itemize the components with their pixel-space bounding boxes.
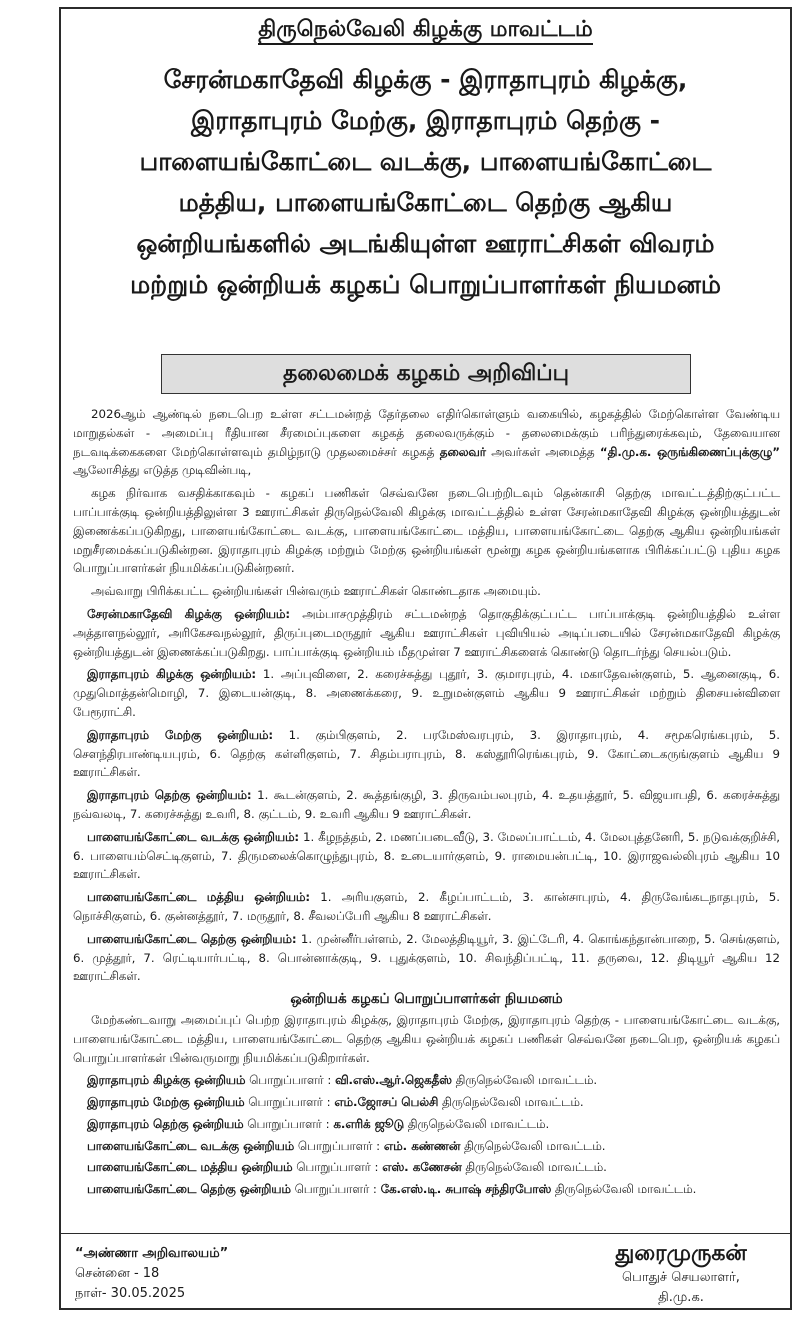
signature-block: [586, 1240, 776, 1308]
headline-line: மத்திய, பாளையங்கோட்டை தெற்கு ஆகிய: [178, 188, 673, 217]
notice-frame: [59, 7, 792, 1310]
headline-line: மற்றும் ஒன்றியக் கழகப் பொறுப்பாளர்கள் நியமனம்: [130, 270, 721, 299]
intro-paragraph: அவ்வாறு பிரிக்கபட்ட ஒன்றியங்கள் பின்வரும் ஊராட்சிகள் கொண்டதாக அமையும்.: [91, 584, 541, 599]
district-title: திருநெல்வேலி கிழக்கு மாவட்டம்: [61, 17, 790, 45]
appointments-title: ஒன்றியக் கழகப் பொறுப்பாளர்கள் நியமனம்: [290, 991, 563, 1008]
signatory-party: தி.மு.க.: [658, 1290, 704, 1305]
union-entry: பாளையங்கோட்டை வடக்கு ஒன்றியம்: 1. கீழநத்தம், 2. மணப்படைவீடு, 3. மேலப்பாட்டம், 4. மேலபுத்தனேரி, 5. நடுவக்குறிச்சி, 6. பாளையம்செட்டிகுளம், 7. திருமலைக்கொழுந்துபுரம், 8. உடையார்குளம், 9. ராமையன்பட்டி, 10. இராஜவல்லிபுரம் ஆகிய 10 ஊராட்சிகள்.: [73, 829, 780, 882]
appointments-intro: மேற்கண்டவாறு அமைப்புப் பெற்ற இராதாபுரம் கிழக்கு, இராதாபுரம் மேற்கு, இராதாபுரம் தெற்கு - பாளையங்கோட்டை வடக்கு, பாளையங்கோட்டை மத்திய, பாளையங்கோட்டை தெற்கு ஆகிய ஒன்றியக் கழகப் பணிகள் செவ்வனே நடைபெற, ஒன்றியக் கழகப் பொறுப்பாளர்கள் பின்வருமாறு நியமிக்கப்படுகிறார்கள்.: [73, 1012, 780, 1065]
headline-line: சேரன்மகாதேவி கிழக்கு - இராதாபுரம் கிழக்கு,: [163, 65, 688, 94]
headline-line: பாளையங்கோட்டை வடக்கு, பாளையங்கோட்டை: [139, 147, 712, 176]
footer-place: “அண்ணா அறிவாலயம்”: [75, 1246, 229, 1261]
signatory-designation: பொதுச் செயலாளர்,: [622, 1270, 740, 1285]
footer-divider: [61, 1233, 790, 1234]
union-entry: பாளையங்கோட்டை மத்திய ஒன்றியம்: 1. அரியகுளம், 2. கீழப்பாட்டம், 3. கான்சாபுரம், 4. திருவேங்கடநாதபுரம், 5. நொச்சிகுளம், 6. குன்னத்தூர், 7. மருதூர், 8. சீவலப்பேரி ஆகிய 8 ஊராட்சிகள்.: [73, 890, 780, 923]
union-entry: இராதாபுரம் கிழக்கு ஒன்றியம்: 1. அப்புவிளை, 2. கரைச்சுத்து புதூர், 3. குமாரபுரம், 4. மகாதேவன்குளம், 5. ஆனைகுடி, 6. முதுமொத்தன்மொழி, 7. இடையன்குடி, 8. அணைக்கரை, 9. உறுமன்குளம் ஆகிய 9 ஊராட்சிகள் மற்றும் திசையன்விளை பேரூராட்சி.: [73, 667, 781, 719]
notice-body: [73, 405, 780, 1202]
appointment-entry: இராதாபுரம் தெற்கு ஒன்றியம் பொறுப்பாளர் : க.எரிக் ஜூடு திருநெல்வேலி மாவட்டம்.: [87, 1116, 550, 1131]
footer-date: நாள்- 30.05.2025: [75, 1286, 186, 1301]
union-entry: இராதாபுரம் மேற்கு ஒன்றியம்: 1. கும்பிகுளம், 2. பரமேஸ்வரபுரம், 3. இராதாபுரம், 4. சமூகரெங்கபுரம், 5. சௌந்திரபாண்டியபுரம், 6. தெற்கு கள்ளிகுளம், 7. சிதம்பராபுரம், 8. கஸ்தூரிரெங்கபுரம், 9. கோட்டைகருங்குளம் ஆகிய 9 ஊராட்சிகள்.: [73, 727, 780, 780]
headline-line: ஒன்றியங்களில் அடங்கியுள்ள ஊராட்சிகள் விவரம்: [136, 229, 715, 258]
appointment-entry: இராதாபுரம் மேற்கு ஒன்றியம் பொறுப்பாளர் : எம்.ஜோசப் பெல்சி திருநெல்வேலி மாவட்டம்.: [87, 1095, 584, 1110]
headline-line: இராதாபுரம் மேற்கு, இராதாபுரம் தெற்கு -: [190, 106, 661, 135]
appointment-entry: பாளையங்கோட்டை தெற்கு ஒன்றியம் பொறுப்பாளர் : கே.எஸ்.டி. சுபாஷ் சந்திரபோஸ் திருநெல்வேலி மாவட்டம்.: [87, 1182, 697, 1197]
union-entry: சேரன்மகாதேவி கிழக்கு ஒன்றியம்: அம்பாசமுத்திரம் சட்டமன்றத் தொகுதிக்குட்பட்ட பாப்பாக்குடி ஒன்றியத்தில் உள்ள அத்தாளநல்லூர், அரிகேசவநல்லூர், திருப்புடைமருதூர் ஆகிய ஊராட்சிகள் புவியியல் அடிப்படையில் சேரன்மகாதேவி கிழக்கு ஒன்றியத்துடன் இணைக்கப்படுகிறது. பாப்பாக்குடி ஒன்றியம் மீதமுள்ள 7 ஊராட்சிகளைக் கொண்டு தொடர்ந்து செயல்படும்.: [73, 606, 780, 659]
signatory-name: துரைமுருகன்: [615, 1241, 747, 1266]
intro-paragraph: 2026ஆம் ஆண்டில் நடைபெற உள்ள சட்டமன்றத் தேர்தலை எதிர்கொள்ளும் வகையில், கழகத்தில் மேற்கொள்ள வேண்டிய மாறுதல்கள் - அமைப்பு ரீதியான சீரமைப்புகளை கழகத் தலைவருக்கும் - தலைமைக்கும் பரிந்துரைக்கவும், தேவையான நடவடிக்கைகளை மேற்கொள்ளவும் தமிழ்நாடு முதலமைச்சர் கழகத் தலைவர் அவர்கள் அமைத்த “தி.மு.க. ஒருங்கிணைப்புக்குழு” ஆலோசித்து எடுத்த முடிவின்படி,: [73, 407, 781, 478]
footer-place-date: [75, 1244, 228, 1304]
appointment-entry: பாளையங்கோட்டை வடக்கு ஒன்றியம் பொறுப்பாளர் : எம். கண்ணன் திருநெல்வேலி மாவட்டம்.: [87, 1138, 606, 1153]
headline: [75, 59, 776, 305]
hq-announcement-box: தலைமைக் கழகம் அறிவிப்பு: [161, 354, 691, 394]
appointment-entry: பாளையங்கோட்டை மத்திய ஒன்றியம் பொறுப்பாளர் : எஸ். கணேசன் திருநெல்வேலி மாவட்டம்.: [87, 1160, 607, 1175]
appointment-entry: இராதாபுரம் கிழக்கு ஒன்றியம் பொறுப்பாளர் : வி.எஸ்.ஆர்.ஜெகதீஸ் திருநெல்வேலி மாவட்டம்.: [87, 1073, 598, 1088]
union-entry: பாளையங்கோட்டை தெற்கு ஒன்றியம்: 1. முன்னீர்பள்ளம், 2. மேலத்திடியூர், 3. இட்டேரி, 4. கொங்கந்தான்பாறை, 5. செங்குளம், 6. முத்தூர், 7. ரெட்டியார்பட்டி, 8. பொன்னாக்குடி, 9. புதுக்குளம், 10. சிவந்திப்பட்டி, 11. தருவை, 12. திடியூர் ஆகிய 12 ஊராட்சிகள்.: [73, 931, 780, 984]
intro-paragraph: கழக நிர்வாக வசதிக்காகவும் - கழகப் பணிகள் செவ்வனே நடைபெற்றிடவும் தென்காசி தெற்கு மாவட்டத்திற்குட்பட்ட பாப்பாக்குடி ஒன்றியத்திலுள்ள 3 ஊராட்சிகள் திருநெல்வேலி கிழக்கு மாவட்டத்தில் உள்ள சேரன்மகாதேவி கிழக்கு ஒன்றியத்துடன் இணைக்கப்படுகிறது, பாளையங்கோட்டை வடக்கு, பாளையங்கோட்டை மத்திய, பாளையங்கோட்டை தெற்கு ஆகிய ஒன்றியங்கள் மறுசீரமைக்கப்படுகின்றன. இராதாபுரம் கிழக்கு மற்றும் மேற்கு ஒன்றியங்கள் மூன்று கழக ஒன்றியங்களாக பிரிக்கப்பட்டு புதிய கழக பொறுப்பாளர்கள் நியமிக்கப்படுகின்றனர்.: [73, 486, 780, 576]
footer-city: சென்னை - 18: [75, 1266, 160, 1281]
union-entry: இராதாபுரம் தெற்கு ஒன்றியம்: 1. கூடன்குளம், 2. கூத்தங்குழி, 3. திருவம்பலபுரம், 4. உதயத்தூர், 5. விஜயாபதி, 6. கரைச்சுத்து நவ்வலடி, 7. கரைச்சுத்து உவரி, 8. குட்டம், 9. உவரி ஆகிய 9 ஊராட்சிகள்.: [73, 788, 780, 821]
